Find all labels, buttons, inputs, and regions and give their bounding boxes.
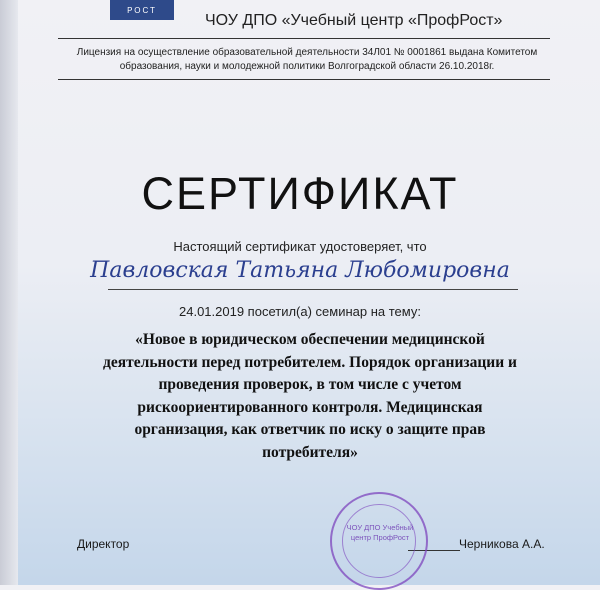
organization-name: ЧОУ ДПО «Учебный центр «ПрофРост»	[205, 12, 503, 29]
organization-stamp	[330, 492, 428, 590]
stamp-inner-ring	[342, 504, 416, 578]
recipient-name: Павловская Татьяна Любомировна	[90, 258, 510, 283]
header-top-rule	[58, 38, 550, 39]
director-name: Черникова А.А.	[459, 537, 545, 551]
seminar-topic: «Новое в юридическом обеспечении медицинской деятельности перед потребителем. Порядок организации и проведения проверок, в том числе с учетом рискоориентированного контроля. Медицинская организация, как ответчик по иску о защите прав потребителя»	[103, 331, 517, 461]
attendance-line: 24.01.2019 посетил(а) семинар на тему:	[179, 304, 421, 319]
organization-logo: РОСТ	[110, 0, 174, 18]
header-bottom-rule	[58, 79, 550, 80]
page-edge-shadow	[0, 0, 18, 585]
logo-underline	[110, 18, 174, 20]
stamp-text: ЧОУ ДПО Учебный центр ПрофРост	[346, 523, 414, 542]
license-text: Лицензия на осуществление образовательной деятельности 34Л01 № 0001861 выдана Комитетом образования, науки и молодежной политики Волгоградской области 26.10.2018г.	[76, 47, 538, 72]
certificate-statement: Настоящий сертификат удостоверяет, что	[173, 239, 427, 254]
director-label: Директор	[77, 537, 130, 551]
name-underline	[108, 289, 518, 290]
certificate-title: СЕРТИФИКАТ	[141, 168, 459, 219]
